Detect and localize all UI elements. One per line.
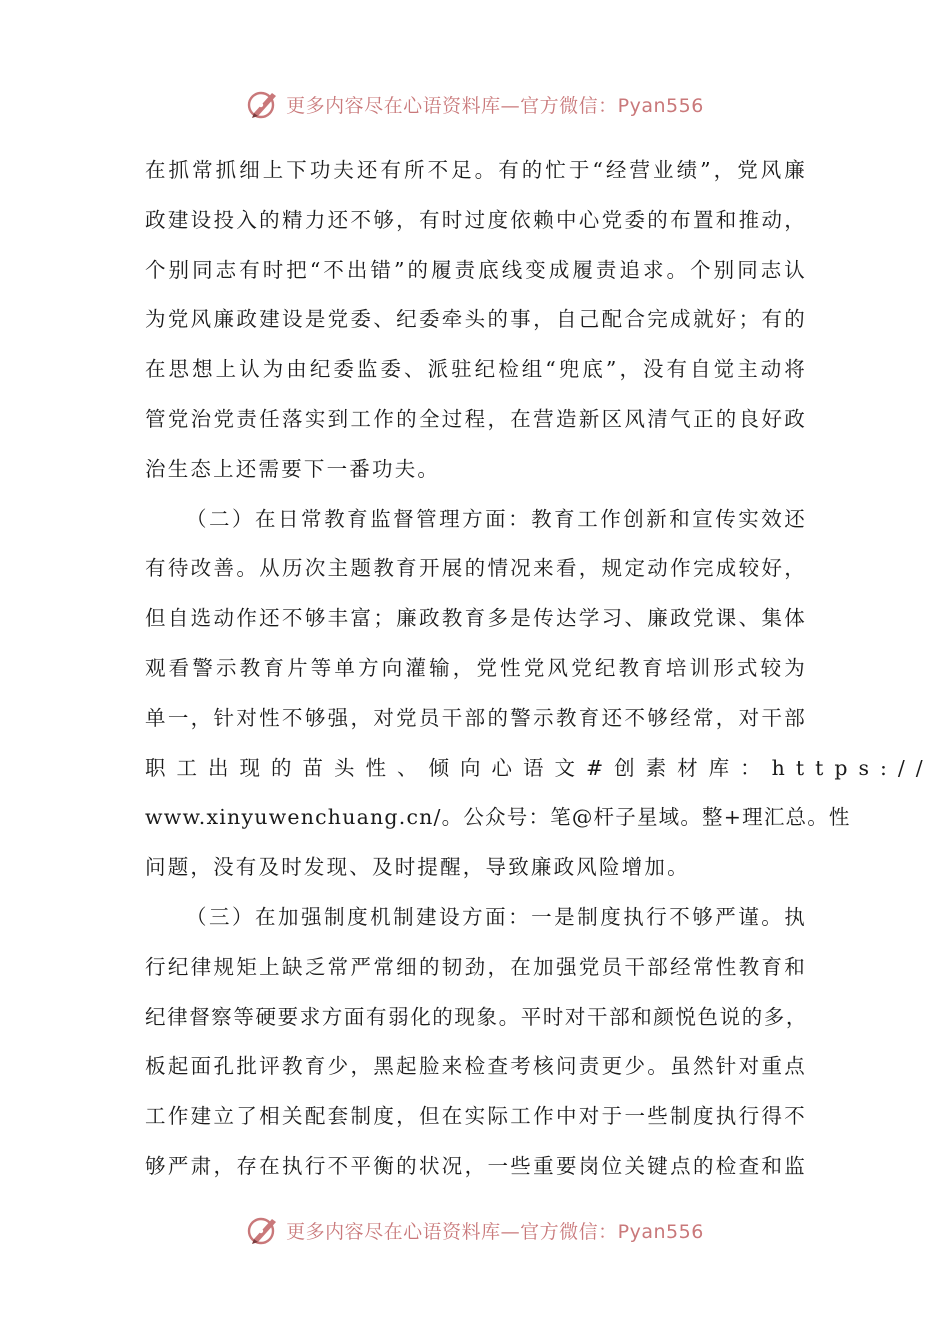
paragraph-3 bbox=[145, 893, 807, 1192]
text-line: 行纪律规矩上缺乏常严常细的韧劲，在加强党员干部经常性教育和 bbox=[145, 954, 807, 979]
text-line: 在抓常抓细上下功夫还有所不足。有的忙于“经营业绩”，党风廉 bbox=[145, 158, 807, 182]
paragraph-1 bbox=[145, 146, 807, 495]
text-line: 单一，针对性不够强，对党员干部的警示教育还不够经常，对干部 bbox=[145, 705, 807, 730]
document-body bbox=[145, 146, 934, 1192]
text-line: 在思想上认为由纪委监委、派驻纪检组“兜底”，没有自觉主动将 bbox=[145, 357, 807, 382]
text-line: （二）在日常教育监督管理方面：教育工作创新和宣传实效还 bbox=[186, 506, 807, 531]
text-line: 管党治党责任落实到工作的全过程，在营造新区风清气正的良好政 bbox=[145, 406, 807, 431]
text-line: 工作建立了相关配套制度，但在实际工作中对于一些制度执行得不 bbox=[145, 1104, 807, 1129]
text-line: （三）在加强制度机制建设方面：一是制度执行不够严谨。执 bbox=[186, 904, 807, 929]
pen-circle-logo-icon bbox=[246, 87, 280, 121]
footer-banner bbox=[0, 1210, 950, 1250]
footer-wechat-id: Pyan556 bbox=[617, 1220, 704, 1243]
header-banner-text: 更多内容尽在心语资料库—官方微信： bbox=[286, 94, 618, 117]
header-banner bbox=[0, 84, 950, 124]
text-line: 个别同志有时把“不出错”的履责底线变成履责追求。个别同志认 bbox=[145, 257, 807, 282]
text-line: 问题，没有及时发现、及时提醒，导致廉政风险增加。 bbox=[145, 855, 690, 880]
text-line: 职工出现的苗头性、倾向心语文#创素材库：https:// bbox=[145, 755, 934, 780]
text-line: 够严肃，存在执行不平衡的状况，一些重要岗位关键点的检查和监 bbox=[145, 1153, 807, 1178]
footer-banner-text: 更多内容尽在心语资料库—官方微信： bbox=[286, 1220, 618, 1243]
text-line: 观看警示教育片等单方向灌输，党性党风党纪教育培训形式较为 bbox=[145, 655, 807, 680]
paragraph-2 bbox=[145, 495, 934, 893]
text-line: 板起面孔批评教育少，黑起脸来检查考核问责更少。虽然针对重点 bbox=[145, 1054, 807, 1079]
text-line: 纪律督察等硬要求方面有弱化的现象。平时对干部和颜悦色说的多， bbox=[145, 1004, 808, 1029]
header-wechat-id: Pyan556 bbox=[617, 94, 704, 117]
text-line: 但自选动作还不够丰富；廉政教育多是传达学习、廉政党课、集体 bbox=[145, 606, 807, 631]
text-line: 有待改善。从历次主题教育开展的情况来看，规定动作完成较好， bbox=[145, 556, 807, 581]
text-line: 政建设投入的精力还不够，有时过度依赖中心党委的布置和推动， bbox=[145, 207, 807, 232]
text-line: www.xinyuwenchuang.cn/。公众号：笔@杆子星域。整+理汇总。性 bbox=[145, 805, 851, 830]
text-line: 治生态上还需要下一番功夫。 bbox=[145, 456, 441, 481]
text-line: 为党风廉政建设是党委、纪委牵头的事，自己配合完成就好；有的 bbox=[145, 307, 807, 332]
pen-circle-logo-icon bbox=[246, 1213, 280, 1247]
